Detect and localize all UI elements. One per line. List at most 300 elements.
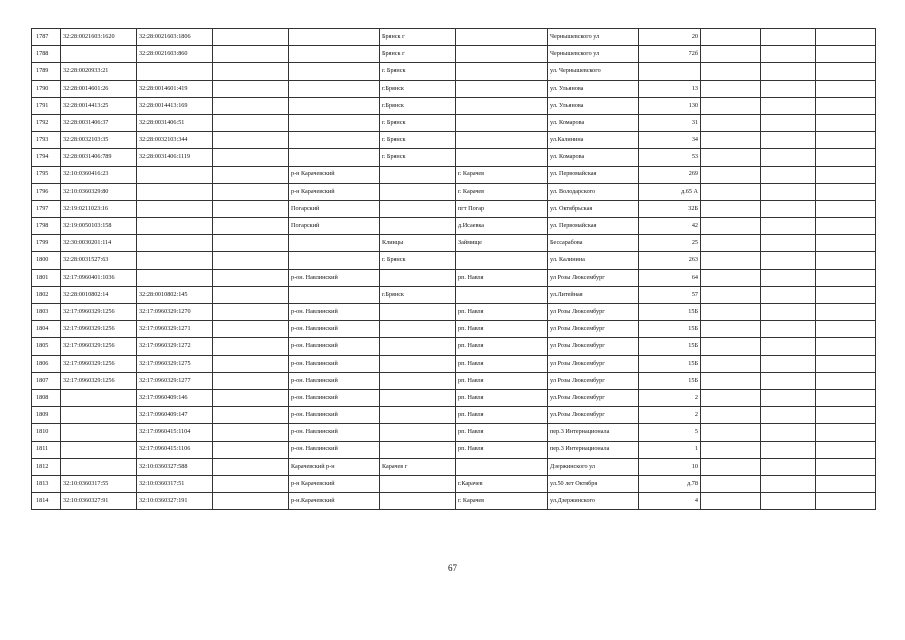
house-number-cell: 31: [639, 114, 701, 131]
settlement-cell: [456, 97, 548, 114]
district-cell: Карачевский р-н: [289, 458, 380, 475]
building-cadastral-number-cell: [137, 166, 213, 183]
city-cell: г.Брянск: [380, 286, 456, 303]
col-10-cell: [701, 424, 761, 441]
col-10-cell: [701, 200, 761, 217]
col-10-cell: [701, 218, 761, 235]
col-10-cell: [701, 269, 761, 286]
row-number-cell: 1808: [32, 389, 61, 406]
col-12-cell: [816, 218, 876, 235]
building-cadastral-number-cell: 32:28:0014601:419: [137, 80, 213, 97]
building-cadastral-number-cell: 32:17:0960409:147: [137, 407, 213, 424]
extra-col-cell: [213, 29, 289, 46]
col-11-cell: [761, 97, 816, 114]
col-11-cell: [761, 269, 816, 286]
street-cell: ул. Комарова: [548, 114, 639, 131]
cadastral-number-cell: 32:17:0960401:1036: [61, 269, 137, 286]
table-row: [32, 29, 876, 46]
settlement-cell: рп. Навля: [456, 304, 548, 321]
col-11-cell: [761, 304, 816, 321]
building-cadastral-number-cell: 32:28:0031406:1119: [137, 149, 213, 166]
col-10-cell: [701, 493, 761, 510]
district-cell: р-он. Навлинский: [289, 407, 380, 424]
table-row: [32, 63, 876, 80]
col-10-cell: [701, 132, 761, 149]
street-cell: ул Розы Люксембург: [548, 304, 639, 321]
extra-col-cell: [213, 441, 289, 458]
street-cell: ул Розы Люксембург: [548, 355, 639, 372]
col-12-cell: [816, 475, 876, 492]
row-number-cell: 1812: [32, 458, 61, 475]
extra-col-cell: [213, 424, 289, 441]
street-cell: ул. Ульянова: [548, 80, 639, 97]
col-11-cell: [761, 458, 816, 475]
col-11-cell: [761, 407, 816, 424]
col-12-cell: [816, 132, 876, 149]
building-cadastral-number-cell: 32:28:0014413:169: [137, 97, 213, 114]
col-11-cell: [761, 389, 816, 406]
col-11-cell: [761, 252, 816, 269]
row-number-cell: 1793: [32, 132, 61, 149]
house-number-cell: 64: [639, 269, 701, 286]
extra-col-cell: [213, 235, 289, 252]
cadastral-number-cell: 32:17:0960329:1256: [61, 355, 137, 372]
extra-col-cell: [213, 183, 289, 200]
building-cadastral-number-cell: 32:17:0960329:1270: [137, 304, 213, 321]
building-cadastral-number-cell: 32:28:0032103:344: [137, 132, 213, 149]
col-10-cell: [701, 235, 761, 252]
page-number: 67: [448, 563, 457, 573]
city-cell: [380, 269, 456, 286]
building-cadastral-number-cell: 32:28:0010802:145: [137, 286, 213, 303]
extra-col-cell: [213, 286, 289, 303]
col-11-cell: [761, 63, 816, 80]
table-row: [32, 235, 876, 252]
row-number-cell: 1804: [32, 321, 61, 338]
street-cell: пер.3 Интернационала: [548, 441, 639, 458]
house-number-cell: 4: [639, 493, 701, 510]
col-10-cell: [701, 97, 761, 114]
extra-col-cell: [213, 475, 289, 492]
district-cell: [289, 114, 380, 131]
extra-col-cell: [213, 493, 289, 510]
row-number-cell: 1789: [32, 63, 61, 80]
house-number-cell: 57: [639, 286, 701, 303]
building-cadastral-number-cell: 32:17:0960329:1272: [137, 338, 213, 355]
house-number-cell: 15Б: [639, 338, 701, 355]
city-cell: [380, 304, 456, 321]
building-cadastral-number-cell: 32:10:0360327:588: [137, 458, 213, 475]
settlement-cell: [456, 132, 548, 149]
district-cell: р-он. Навлинский: [289, 389, 380, 406]
table-row: [32, 321, 876, 338]
building-cadastral-number-cell: 32:10:0360317:51: [137, 475, 213, 492]
settlement-cell: г. Карачев: [456, 183, 548, 200]
col-10-cell: [701, 475, 761, 492]
cadastral-number-cell: 32:30:0030201:114: [61, 235, 137, 252]
cadastral-number-cell: 32:17:0960329:1256: [61, 304, 137, 321]
city-cell: г.Брянск: [380, 97, 456, 114]
col-12-cell: [816, 63, 876, 80]
cadastral-number-cell: 32:28:0014601:26: [61, 80, 137, 97]
city-cell: [380, 407, 456, 424]
house-number-cell: 130: [639, 97, 701, 114]
table-row: [32, 355, 876, 372]
col-11-cell: [761, 183, 816, 200]
row-number-cell: 1800: [32, 252, 61, 269]
col-12-cell: [816, 286, 876, 303]
table-row: [32, 149, 876, 166]
cadastral-number-cell: 32:28:0031527:63: [61, 252, 137, 269]
extra-col-cell: [213, 132, 289, 149]
settlement-cell: [456, 149, 548, 166]
extra-col-cell: [213, 372, 289, 389]
city-cell: [380, 355, 456, 372]
table-row: [32, 407, 876, 424]
settlement-cell: пгт Погар: [456, 200, 548, 217]
table-row: [32, 252, 876, 269]
city-cell: [380, 166, 456, 183]
city-cell: г. Брянск: [380, 114, 456, 131]
table-row: [32, 493, 876, 510]
district-cell: р-н Карачевский: [289, 166, 380, 183]
col-11-cell: [761, 149, 816, 166]
col-11-cell: [761, 132, 816, 149]
street-cell: ул.Литейная: [548, 286, 639, 303]
district-cell: [289, 286, 380, 303]
row-number-cell: 1795: [32, 166, 61, 183]
col-12-cell: [816, 372, 876, 389]
col-11-cell: [761, 286, 816, 303]
house-number-cell: 25: [639, 235, 701, 252]
extra-col-cell: [213, 149, 289, 166]
extra-col-cell: [213, 269, 289, 286]
district-cell: [289, 97, 380, 114]
extra-col-cell: [213, 321, 289, 338]
registry-table: [31, 28, 876, 510]
row-number-cell: 1810: [32, 424, 61, 441]
district-cell: р-он. Навлинский: [289, 355, 380, 372]
district-cell: [289, 235, 380, 252]
extra-col-cell: [213, 304, 289, 321]
house-number-cell: 5: [639, 424, 701, 441]
col-10-cell: [701, 321, 761, 338]
settlement-cell: [456, 80, 548, 97]
building-cadastral-number-cell: 32:28:0031406:51: [137, 114, 213, 131]
settlement-cell: рп. Навля: [456, 321, 548, 338]
house-number-cell: 1: [639, 441, 701, 458]
table-row: [32, 441, 876, 458]
settlement-cell: г. Карачев: [456, 166, 548, 183]
settlement-cell: рп. Навля: [456, 372, 548, 389]
row-number-cell: 1796: [32, 183, 61, 200]
building-cadastral-number-cell: 32:17:0960329:1275: [137, 355, 213, 372]
district-cell: Погарский: [289, 200, 380, 217]
building-cadastral-number-cell: 32:17:0960415:1104: [137, 424, 213, 441]
street-cell: ул. Комарова: [548, 149, 639, 166]
building-cadastral-number-cell: 32:17:0960415:1106: [137, 441, 213, 458]
house-number-cell: 13: [639, 80, 701, 97]
settlement-cell: [456, 63, 548, 80]
district-cell: [289, 132, 380, 149]
house-number-cell: 72б: [639, 46, 701, 63]
col-11-cell: [761, 441, 816, 458]
col-11-cell: [761, 493, 816, 510]
row-number-cell: 1790: [32, 80, 61, 97]
city-cell: [380, 389, 456, 406]
col-12-cell: [816, 114, 876, 131]
col-10-cell: [701, 80, 761, 97]
extra-col-cell: [213, 166, 289, 183]
row-number-cell: 1797: [32, 200, 61, 217]
settlement-cell: [456, 46, 548, 63]
col-12-cell: [816, 97, 876, 114]
table-row: [32, 475, 876, 492]
extra-col-cell: [213, 458, 289, 475]
building-cadastral-number-cell: [137, 235, 213, 252]
col-12-cell: [816, 407, 876, 424]
row-number-cell: 1787: [32, 29, 61, 46]
settlement-cell: рп. Навля: [456, 338, 548, 355]
extra-col-cell: [213, 407, 289, 424]
cadastral-number-cell: 32:28:0032103:35: [61, 132, 137, 149]
settlement-cell: [456, 114, 548, 131]
col-12-cell: [816, 166, 876, 183]
city-cell: г. Брянск: [380, 149, 456, 166]
city-cell: [380, 218, 456, 235]
settlement-cell: рп. Навля: [456, 441, 548, 458]
table-row: [32, 97, 876, 114]
col-10-cell: [701, 441, 761, 458]
settlement-cell: рп. Навля: [456, 389, 548, 406]
cadastral-number-cell: [61, 46, 137, 63]
city-cell: г. Брянск: [380, 132, 456, 149]
col-10-cell: [701, 63, 761, 80]
cadastral-number-cell: [61, 407, 137, 424]
table-row: [32, 114, 876, 131]
col-12-cell: [816, 252, 876, 269]
house-number-cell: 15Б: [639, 372, 701, 389]
col-10-cell: [701, 149, 761, 166]
district-cell: р-он. Навлинский: [289, 372, 380, 389]
row-number-cell: 1792: [32, 114, 61, 131]
extra-col-cell: [213, 46, 289, 63]
district-cell: [289, 252, 380, 269]
building-cadastral-number-cell: [137, 200, 213, 217]
extra-col-cell: [213, 97, 289, 114]
district-cell: р-н Карачевский: [289, 475, 380, 492]
district-cell: [289, 80, 380, 97]
settlement-cell: рп. Навля: [456, 407, 548, 424]
row-number-cell: 1809: [32, 407, 61, 424]
col-12-cell: [816, 200, 876, 217]
street-cell: Дзержинского ул: [548, 458, 639, 475]
table-row: [32, 389, 876, 406]
street-cell: ул. Калинина: [548, 252, 639, 269]
city-cell: г. Брянск: [380, 252, 456, 269]
district-cell: [289, 149, 380, 166]
city-cell: [380, 372, 456, 389]
table-row: [32, 183, 876, 200]
cadastral-number-cell: 32:10:0360327:91: [61, 493, 137, 510]
district-cell: Погарский: [289, 218, 380, 235]
extra-col-cell: [213, 338, 289, 355]
col-12-cell: [816, 80, 876, 97]
cadastral-number-cell: 32:19:0211023:16: [61, 200, 137, 217]
col-11-cell: [761, 475, 816, 492]
extra-col-cell: [213, 218, 289, 235]
building-cadastral-number-cell: 32:17:0960329:1271: [137, 321, 213, 338]
extra-col-cell: [213, 355, 289, 372]
settlement-cell: г.Карачев: [456, 475, 548, 492]
col-12-cell: [816, 458, 876, 475]
table-row: [32, 218, 876, 235]
district-cell: р-он. Навлинский: [289, 424, 380, 441]
settlement-cell: Займище: [456, 235, 548, 252]
cadastral-number-cell: 32:17:0960329:1256: [61, 338, 137, 355]
table-row: [32, 372, 876, 389]
house-number-cell: 42: [639, 218, 701, 235]
col-12-cell: [816, 389, 876, 406]
table-row: [32, 132, 876, 149]
city-cell: [380, 493, 456, 510]
house-number-cell: д.65 А: [639, 183, 701, 200]
settlement-cell: д.Исаевка: [456, 218, 548, 235]
street-cell: ул. Володарского: [548, 183, 639, 200]
row-number-cell: 1814: [32, 493, 61, 510]
city-cell: [380, 321, 456, 338]
table-row: [32, 286, 876, 303]
table-row: [32, 46, 876, 63]
district-cell: р-он. Навлинский: [289, 338, 380, 355]
col-12-cell: [816, 149, 876, 166]
street-cell: пер.3 Интернационала: [548, 424, 639, 441]
street-cell: ул.Дзержинского: [548, 493, 639, 510]
cadastral-number-cell: 32:10:0360416:23: [61, 166, 137, 183]
building-cadastral-number-cell: 32:28:0021603:1806: [137, 29, 213, 46]
city-cell: Брянск г: [380, 46, 456, 63]
col-11-cell: [761, 338, 816, 355]
cadastral-number-cell: 32:28:0031406:37: [61, 114, 137, 131]
row-number-cell: 1802: [32, 286, 61, 303]
table-row: [32, 304, 876, 321]
street-cell: ул.50 лет Октября: [548, 475, 639, 492]
col-10-cell: [701, 46, 761, 63]
street-cell: ул Розы Люксембург: [548, 372, 639, 389]
col-10-cell: [701, 338, 761, 355]
cadastral-number-cell: 32:28:0020933:21: [61, 63, 137, 80]
row-number-cell: 1811: [32, 441, 61, 458]
row-number-cell: 1805: [32, 338, 61, 355]
col-12-cell: [816, 46, 876, 63]
col-11-cell: [761, 424, 816, 441]
col-12-cell: [816, 269, 876, 286]
extra-col-cell: [213, 80, 289, 97]
col-11-cell: [761, 29, 816, 46]
cadastral-number-cell: [61, 441, 137, 458]
house-number-cell: 269: [639, 166, 701, 183]
building-cadastral-number-cell: [137, 218, 213, 235]
cadastral-number-cell: [61, 458, 137, 475]
district-cell: р-н.Карачевский: [289, 493, 380, 510]
settlement-cell: рп. Навля: [456, 424, 548, 441]
house-number-cell: 15Б: [639, 304, 701, 321]
settlement-cell: рп. Навля: [456, 355, 548, 372]
col-10-cell: [701, 304, 761, 321]
house-number-cell: 34: [639, 132, 701, 149]
row-number-cell: 1813: [32, 475, 61, 492]
col-10-cell: [701, 252, 761, 269]
building-cadastral-number-cell: [137, 252, 213, 269]
extra-col-cell: [213, 389, 289, 406]
district-cell: р-н Карачевский: [289, 183, 380, 200]
city-cell: Брянск г: [380, 29, 456, 46]
street-cell: ул.Розы Люксембург: [548, 389, 639, 406]
table-row: [32, 166, 876, 183]
house-number-cell: д.78: [639, 475, 701, 492]
row-number-cell: 1798: [32, 218, 61, 235]
col-10-cell: [701, 372, 761, 389]
col-11-cell: [761, 46, 816, 63]
cadastral-number-cell: 32:19:0050103:158: [61, 218, 137, 235]
row-number-cell: 1799: [32, 235, 61, 252]
table-body: [32, 29, 876, 510]
extra-col-cell: [213, 252, 289, 269]
extra-col-cell: [213, 114, 289, 131]
district-cell: р-он. Навлинский: [289, 441, 380, 458]
building-cadastral-number-cell: 32:17:0960409:146: [137, 389, 213, 406]
building-cadastral-number-cell: [137, 63, 213, 80]
building-cadastral-number-cell: 32:17:0960329:1277: [137, 372, 213, 389]
city-cell: [380, 200, 456, 217]
col-12-cell: [816, 304, 876, 321]
district-cell: р-он. Навлинский: [289, 304, 380, 321]
col-10-cell: [701, 355, 761, 372]
street-cell: ул. Первомайская: [548, 218, 639, 235]
city-cell: [380, 183, 456, 200]
house-number-cell: 20: [639, 29, 701, 46]
col-12-cell: [816, 183, 876, 200]
col-10-cell: [701, 183, 761, 200]
district-cell: р-он. Навлинский: [289, 321, 380, 338]
table-row: [32, 338, 876, 355]
col-11-cell: [761, 355, 816, 372]
row-number-cell: 1801: [32, 269, 61, 286]
col-12-cell: [816, 355, 876, 372]
cadastral-number-cell: 32:28:0021603:1620: [61, 29, 137, 46]
house-number-cell: 15Б: [639, 355, 701, 372]
street-cell: Бессарабова: [548, 235, 639, 252]
district-cell: [289, 63, 380, 80]
cadastral-number-cell: 32:10:0360329:80: [61, 183, 137, 200]
city-cell: г. Брянск: [380, 63, 456, 80]
col-11-cell: [761, 235, 816, 252]
extra-col-cell: [213, 200, 289, 217]
col-10-cell: [701, 286, 761, 303]
cadastral-number-cell: [61, 389, 137, 406]
col-10-cell: [701, 114, 761, 131]
cadastral-number-cell: [61, 424, 137, 441]
city-cell: г.Брянск: [380, 80, 456, 97]
city-cell: Клинцы: [380, 235, 456, 252]
col-10-cell: [701, 166, 761, 183]
street-cell: ул Розы Люксембург: [548, 321, 639, 338]
col-12-cell: [816, 235, 876, 252]
row-number-cell: 1791: [32, 97, 61, 114]
table-row: [32, 269, 876, 286]
table-row: [32, 458, 876, 475]
street-cell: ул. Чернышевского: [548, 63, 639, 80]
